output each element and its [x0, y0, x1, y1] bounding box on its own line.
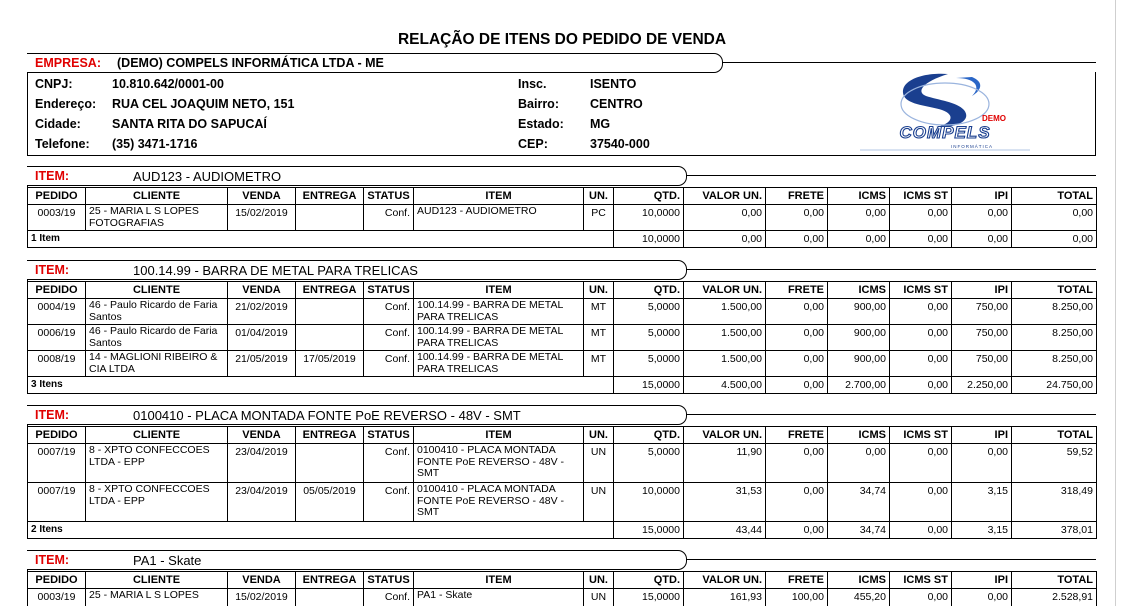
column-header: ICMS [828, 427, 890, 444]
column-header: ICMS ST [890, 188, 952, 205]
table-cell: 8 - XPTO CONFECCOES LTDA - EPP [86, 483, 228, 522]
table-cell: 0,00 [890, 299, 952, 325]
table-cell: 1.500,00 [684, 351, 766, 377]
table-cell: 750,00 [952, 351, 1012, 377]
item-group-header [27, 166, 1096, 186]
table-header-row [28, 282, 1097, 299]
column-header: UN. [584, 427, 614, 444]
table-cell: 0006/19 [28, 325, 86, 351]
table-cell: 0,00 [890, 444, 952, 483]
table-cell: Conf. [364, 351, 414, 377]
summary-icms-st: 0,00 [890, 231, 952, 248]
item-label: ITEM: [35, 169, 70, 183]
summary-ipi: 3,15 [952, 522, 1012, 539]
summary-ipi: 2.250,00 [952, 377, 1012, 394]
table-cell: 0,00 [828, 205, 890, 231]
column-header: TOTAL [1012, 282, 1097, 299]
table-cell: 10,0000 [614, 205, 684, 231]
page-edge [1115, 0, 1116, 606]
column-header: PEDIDO [28, 188, 86, 205]
column-header: UN. [584, 188, 614, 205]
table-cell: UN [584, 444, 614, 483]
table-cell: 0007/19 [28, 483, 86, 522]
summary-total: 0,00 [1012, 231, 1097, 248]
table-cell: 0,00 [766, 205, 828, 231]
column-header: ENTREGA [296, 427, 364, 444]
column-header: PEDIDO [28, 427, 86, 444]
column-header: CLIENTE [86, 282, 228, 299]
item-name: PA1 - Skate [133, 553, 202, 568]
table-cell: 25 - MARIA L S LOPES FOTOGRAFIAS [86, 205, 228, 231]
insc-value: ISENTO [590, 77, 637, 91]
company-header [27, 53, 1096, 73]
column-header: ICMS [828, 282, 890, 299]
table-cell: 5,0000 [614, 444, 684, 483]
table-cell: 0,00 [684, 205, 766, 231]
table-cell: MT [584, 351, 614, 377]
column-header: CLIENTE [86, 188, 228, 205]
table-cell: Conf. [364, 325, 414, 351]
table-cell: Conf. [364, 205, 414, 231]
table-row [28, 589, 1097, 606]
column-header: VALOR UN. [684, 572, 766, 589]
column-header: ICMS ST [890, 572, 952, 589]
summary-qtd: 10,0000 [614, 231, 684, 248]
table-cell: 21/05/2019 [228, 351, 296, 377]
item-table [27, 571, 1097, 606]
table-cell: 5,0000 [614, 351, 684, 377]
estado-label: Estado: [518, 117, 564, 131]
column-header: PEDIDO [28, 282, 86, 299]
column-header: VALOR UN. [684, 188, 766, 205]
table-cell: 1.500,00 [684, 299, 766, 325]
table-cell: 15/02/2019 [228, 205, 296, 231]
item-name: 0100410 - PLACA MONTADA FONTE PoE REVERSO - 48V - SMT [133, 408, 521, 423]
item-group-header [27, 260, 1096, 280]
table-cell: Conf. [364, 589, 414, 606]
table-cell [296, 589, 364, 606]
summary-icms: 0,00 [828, 231, 890, 248]
table-cell: 318,49 [1012, 483, 1097, 522]
summary-frete: 0,00 [766, 377, 828, 394]
table-cell: 8.250,00 [1012, 299, 1097, 325]
table-cell: 0100410 - PLACA MONTADA FONTE PoE REVERSO - 48V - SMT [414, 483, 584, 522]
cidade-value: SANTA RITA DO SAPUCAÍ [112, 117, 267, 131]
table-cell: 01/04/2019 [228, 325, 296, 351]
table-cell: 161,93 [684, 589, 766, 606]
insc-label: Insc. [518, 77, 547, 91]
summary-valor-un: 4.500,00 [684, 377, 766, 394]
endereco-value: RUA CEL JOAQUIM NETO, 151 [112, 97, 295, 111]
column-header: QTD. [614, 572, 684, 589]
endereco-label: Endereço: [35, 97, 97, 111]
table-cell: 900,00 [828, 299, 890, 325]
table-cell: 8.250,00 [1012, 351, 1097, 377]
table-header-row [28, 572, 1097, 589]
item-table [27, 426, 1097, 539]
bairro-value: CENTRO [590, 97, 643, 111]
table-cell: 900,00 [828, 325, 890, 351]
table-row [28, 483, 1097, 522]
column-header: VENDA [228, 188, 296, 205]
column-header: IPI [952, 572, 1012, 589]
column-header: UN. [584, 572, 614, 589]
table-row [28, 325, 1097, 351]
table-cell: 0,00 [890, 351, 952, 377]
column-header: ENTREGA [296, 572, 364, 589]
report-title: RELAÇÃO DE ITENS DO PEDIDO DE VENDA [397, 31, 727, 48]
column-header: CLIENTE [86, 427, 228, 444]
table-cell: 750,00 [952, 325, 1012, 351]
item-table [27, 281, 1097, 394]
column-header: ITEM [414, 282, 584, 299]
summary-ipi: 0,00 [952, 231, 1012, 248]
column-header: VENDA [228, 282, 296, 299]
summary-row [28, 231, 1097, 248]
column-header: ICMS [828, 188, 890, 205]
column-header: PEDIDO [28, 572, 86, 589]
table-cell: 0,00 [828, 444, 890, 483]
table-cell: 25 - MARIA L S LOPES [86, 589, 228, 606]
table-cell: 455,20 [828, 589, 890, 606]
table-cell: 0,00 [890, 483, 952, 522]
column-header: QTD. [614, 427, 684, 444]
table-header-row [28, 188, 1097, 205]
table-cell: 5,0000 [614, 299, 684, 325]
table-cell: 0,00 [890, 589, 952, 606]
table-cell: 59,52 [1012, 444, 1097, 483]
bairro-label: Bairro: [518, 97, 559, 111]
table-cell: PC [584, 205, 614, 231]
table-row [28, 299, 1097, 325]
table-cell: 1.500,00 [684, 325, 766, 351]
table-cell: 0,00 [952, 205, 1012, 231]
column-header: QTD. [614, 282, 684, 299]
logo-demo-tag: DEMO [982, 114, 1006, 123]
item-label: ITEM: [35, 408, 70, 422]
table-cell: UN [584, 589, 614, 606]
summary-row [28, 377, 1097, 394]
table-cell: 0,00 [890, 205, 952, 231]
summary-frete: 0,00 [766, 522, 828, 539]
table-cell: 0,00 [766, 325, 828, 351]
item-table [27, 187, 1097, 248]
column-header: ITEM [414, 572, 584, 589]
table-cell: 100.14.99 - BARRA DE METAL PARA TRELICAS [414, 299, 584, 325]
item-group-header [27, 550, 1096, 570]
table-cell: 8 - XPTO CONFECCOES LTDA - EPP [86, 444, 228, 483]
logo-swoosh-icon [903, 74, 966, 127]
summary-frete: 0,00 [766, 231, 828, 248]
table-cell: 5,0000 [614, 325, 684, 351]
table-cell: 23/04/2019 [228, 444, 296, 483]
summary-row [28, 522, 1097, 539]
table-cell: 100.14.99 - BARRA DE METAL PARA TRELICAS [414, 351, 584, 377]
table-cell [296, 299, 364, 325]
table-cell: 0,00 [766, 299, 828, 325]
table-cell [296, 325, 364, 351]
summary-qtd: 15,0000 [614, 522, 684, 539]
table-cell: 0,00 [766, 483, 828, 522]
table-row [28, 205, 1097, 231]
cnpj-label: CNPJ: [35, 77, 73, 91]
summary-qtd: 15,0000 [614, 377, 684, 394]
table-cell: 0,00 [766, 444, 828, 483]
cep-label: CEP: [518, 137, 548, 151]
table-cell: 34,74 [828, 483, 890, 522]
table-cell: PA1 - Skate [414, 589, 584, 606]
table-cell: AUD123 - AUDIOMETRO [414, 205, 584, 231]
table-cell: UN [584, 483, 614, 522]
company-logo [860, 72, 1030, 154]
table-cell: 0007/19 [28, 444, 86, 483]
table-cell: 0003/19 [28, 589, 86, 606]
column-header: IPI [952, 427, 1012, 444]
item-name: AUD123 - AUDIOMETRO [133, 169, 282, 184]
column-header: UN. [584, 282, 614, 299]
column-header: ICMS ST [890, 427, 952, 444]
item-name: 100.14.99 - BARRA DE METAL PARA TRELICAS [133, 263, 418, 278]
table-row [28, 444, 1097, 483]
table-cell: 23/04/2019 [228, 483, 296, 522]
table-cell: 15,0000 [614, 589, 684, 606]
summary-icms-st: 0,00 [890, 377, 952, 394]
summary-total: 378,01 [1012, 522, 1097, 539]
logo-brand: COMPELS [899, 123, 991, 142]
column-header: ENTREGA [296, 188, 364, 205]
table-cell: MT [584, 325, 614, 351]
company-name: (DEMO) COMPELS INFORMÁTICA LTDA - ME [117, 56, 384, 70]
table-cell: 05/05/2019 [296, 483, 364, 522]
column-header: STATUS [364, 282, 414, 299]
telefone-label: Telefone: [35, 137, 90, 151]
column-header: VALOR UN. [684, 282, 766, 299]
table-cell: 2.528,91 [1012, 589, 1097, 606]
table-row [28, 351, 1097, 377]
column-header: FRETE [766, 427, 828, 444]
table-cell: Conf. [364, 444, 414, 483]
table-cell: 21/02/2019 [228, 299, 296, 325]
column-header: QTD. [614, 188, 684, 205]
table-cell: 0,00 [1012, 205, 1097, 231]
table-cell: 750,00 [952, 299, 1012, 325]
item-group-header [27, 405, 1096, 425]
table-cell: 11,90 [684, 444, 766, 483]
column-header: ICMS ST [890, 282, 952, 299]
table-cell: 10,0000 [614, 483, 684, 522]
table-cell: 46 - Paulo Ricardo de Faria Santos [86, 325, 228, 351]
table-cell: 0,00 [766, 351, 828, 377]
table-cell: Conf. [364, 299, 414, 325]
item-label: ITEM: [35, 263, 70, 277]
column-header: VENDA [228, 572, 296, 589]
column-header: FRETE [766, 572, 828, 589]
summary-count: 2 Itens [28, 522, 614, 539]
summary-total: 24.750,00 [1012, 377, 1097, 394]
table-cell: 0003/19 [28, 205, 86, 231]
column-header: IPI [952, 282, 1012, 299]
table-cell: 0,00 [890, 325, 952, 351]
column-header: STATUS [364, 188, 414, 205]
summary-count: 3 Itens [28, 377, 614, 394]
table-cell [296, 205, 364, 231]
logo-subtitle: INFORMÁTICA [951, 144, 993, 149]
column-header: ICMS [828, 572, 890, 589]
summary-icms: 34,74 [828, 522, 890, 539]
summary-icms-st: 0,00 [890, 522, 952, 539]
table-cell: 8.250,00 [1012, 325, 1097, 351]
cnpj-value: 10.810.642/0001-00 [112, 77, 224, 91]
column-header: TOTAL [1012, 188, 1097, 205]
table-cell [296, 444, 364, 483]
column-header: TOTAL [1012, 572, 1097, 589]
column-header: STATUS [364, 427, 414, 444]
column-header: CLIENTE [86, 572, 228, 589]
cep-value: 37540-000 [590, 137, 650, 151]
summary-valor-un: 0,00 [684, 231, 766, 248]
table-cell: 31,53 [684, 483, 766, 522]
table-cell: 17/05/2019 [296, 351, 364, 377]
column-header: STATUS [364, 572, 414, 589]
table-cell: 0100410 - PLACA MONTADA FONTE PoE REVERSO - 48V - SMT [414, 444, 584, 483]
table-cell: Conf. [364, 483, 414, 522]
item-label: ITEM: [35, 553, 70, 567]
table-cell: 900,00 [828, 351, 890, 377]
table-cell: 46 - Paulo Ricardo de Faria Santos [86, 299, 228, 325]
telefone-value: (35) 3471-1716 [112, 137, 198, 151]
table-cell: 100,00 [766, 589, 828, 606]
estado-value: MG [590, 117, 611, 131]
column-header: VENDA [228, 427, 296, 444]
column-header: IPI [952, 188, 1012, 205]
company-label: EMPRESA: [35, 56, 101, 70]
table-cell: 15/02/2019 [228, 589, 296, 606]
column-header: ITEM [414, 427, 584, 444]
column-header: FRETE [766, 282, 828, 299]
summary-count: 1 Item [28, 231, 614, 248]
summary-valor-un: 43,44 [684, 522, 766, 539]
table-header-row [28, 427, 1097, 444]
column-header: FRETE [766, 188, 828, 205]
table-cell: 0004/19 [28, 299, 86, 325]
table-cell: MT [584, 299, 614, 325]
table-cell: 100.14.99 - BARRA DE METAL PARA TRELICAS [414, 325, 584, 351]
table-cell: 0,00 [952, 444, 1012, 483]
cidade-label: Cidade: [35, 117, 81, 131]
column-header: VALOR UN. [684, 427, 766, 444]
column-header: ENTREGA [296, 282, 364, 299]
table-cell: 3,15 [952, 483, 1012, 522]
table-cell: 14 - MAGLIONI RIBEIRO & CIA LTDA [86, 351, 228, 377]
column-header: ITEM [414, 188, 584, 205]
summary-icms: 2.700,00 [828, 377, 890, 394]
table-cell: 0008/19 [28, 351, 86, 377]
column-header: TOTAL [1012, 427, 1097, 444]
table-cell: 0,00 [952, 589, 1012, 606]
